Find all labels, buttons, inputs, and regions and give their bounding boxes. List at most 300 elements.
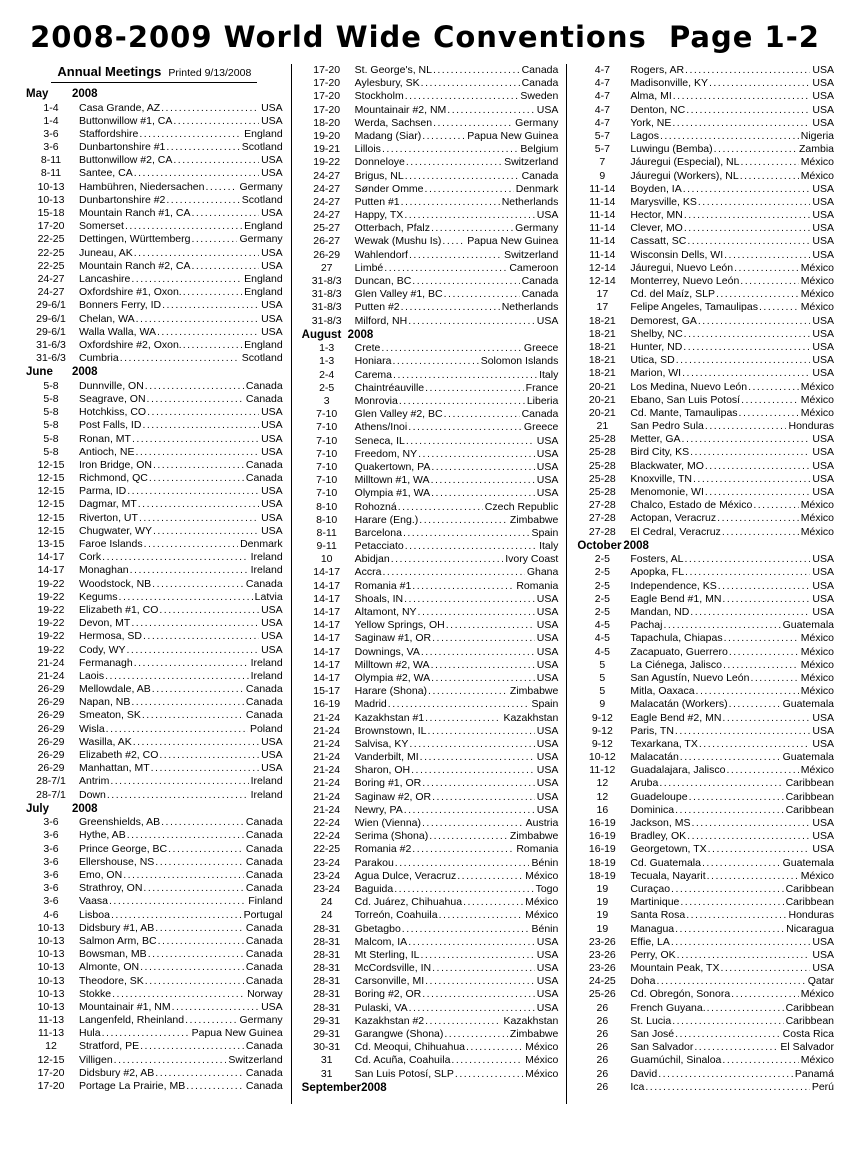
country-name: Caribbean [785, 882, 835, 895]
dot-leader [738, 407, 799, 420]
convention-row [577, 1081, 834, 1094]
date-range: 3-6 [43, 855, 59, 868]
country-name: Sweden [520, 90, 559, 103]
date-range: 10-13 [37, 921, 65, 934]
country-name: México [525, 1041, 559, 1054]
date-range: 30-31 [313, 1041, 341, 1054]
dot-leader [701, 857, 781, 870]
place-name: Blackwater, MO [630, 459, 704, 472]
country-name: Latvia [254, 590, 283, 603]
country-name: Liberia [526, 395, 559, 407]
place-name: Buttonwillow #1, CA [79, 114, 173, 127]
convention-row [577, 777, 834, 790]
dot-leader [130, 696, 244, 709]
country-name: Ivory Coast [505, 553, 559, 566]
place-name: Malacatán [630, 751, 679, 764]
date-range: 19 [596, 896, 609, 909]
convention-row [577, 394, 834, 407]
place-name: Carema [354, 368, 393, 381]
convention-row [302, 130, 559, 143]
dot-leader [400, 301, 500, 314]
place-name: Mandan, ND [630, 606, 690, 618]
country-name: Qatar [807, 975, 835, 988]
date-range: 4-7 [594, 90, 610, 103]
place-name: Post Falls, ID [79, 419, 142, 432]
place-name: St. Lucia [630, 1014, 672, 1027]
country-name: Guatemala [782, 751, 835, 764]
convention-row [577, 117, 834, 130]
country-name: USA [261, 325, 283, 338]
country-name: Canada [245, 869, 283, 881]
country-name: USA [812, 962, 835, 975]
country-name: USA [536, 592, 559, 605]
date-range: 3-6 [43, 895, 59, 908]
convention-row [302, 751, 559, 764]
country-name: Canada [245, 974, 283, 987]
country-name: Caribbean [785, 1001, 835, 1014]
date-range: 26 [596, 1041, 609, 1054]
country-name: México [800, 169, 835, 182]
date-range: 23-24 [313, 856, 341, 869]
place-name: Emo, ON [79, 869, 123, 881]
country-name: England [244, 220, 283, 233]
month-year: 2008 [361, 1081, 387, 1094]
dot-leader [122, 869, 244, 882]
place-name: Guadeloupe [630, 790, 688, 803]
place-name: Almonte, ON [79, 961, 140, 974]
country-name: USA [812, 248, 835, 261]
country-name: Canada [521, 77, 559, 90]
place-name: Chalco, Estado de México [630, 499, 753, 512]
date-range: 1-4 [43, 114, 59, 127]
convention-row [577, 949, 834, 962]
date-range: 12-15 [37, 472, 65, 485]
dot-leader [426, 725, 534, 738]
dot-leader [383, 262, 507, 275]
country-name: USA [812, 948, 835, 961]
date-range: 2-5 [594, 553, 610, 566]
dot-leader [405, 435, 535, 448]
dot-leader [139, 1040, 244, 1053]
country-name: USA [812, 446, 835, 459]
country-name: USA [261, 511, 283, 524]
convention-row [302, 566, 559, 579]
country-name: USA [261, 524, 283, 537]
date-range: 15-17 [313, 685, 341, 698]
place-name: Accra [354, 566, 382, 579]
place-name: Dominica [630, 803, 675, 816]
dot-leader [130, 273, 242, 286]
place-name: Oxfordshire #1, Oxon. [79, 286, 182, 299]
convention-row [26, 352, 283, 365]
convention-row [577, 143, 834, 156]
date-range: 24-27 [313, 195, 341, 208]
dot-leader [109, 775, 248, 788]
dot-leader [717, 580, 811, 593]
convention-row [302, 90, 559, 103]
country-name: Germany [515, 116, 559, 129]
country-name: Canada [521, 64, 559, 76]
place-name: Staffordshire [79, 127, 139, 140]
month-header [26, 87, 283, 102]
date-range: 11-12 [589, 764, 616, 777]
country-name: México [800, 645, 835, 658]
place-name: Vanderbilt, MI [354, 751, 419, 764]
country-name: Netherlands [501, 195, 559, 208]
dot-leader [124, 220, 242, 233]
date-range: 18-21 [588, 327, 616, 340]
date-range: 28-31 [313, 962, 341, 975]
dot-leader [172, 115, 259, 128]
convention-row [26, 816, 283, 829]
convention-row [577, 90, 834, 103]
place-name: Brigus, NL [354, 169, 404, 182]
convention-row [302, 988, 559, 1001]
dot-leader [165, 194, 239, 207]
place-name: Elizabeth #1, CO [79, 603, 159, 616]
country-name: Italy [539, 368, 559, 381]
place-name: York, NE [630, 116, 672, 129]
convention-row [577, 512, 834, 525]
convention-row [302, 606, 559, 619]
place-name: Antrim [79, 775, 110, 788]
country-name: USA [812, 737, 835, 750]
convention-row [302, 896, 559, 909]
dot-leader [130, 617, 259, 630]
date-range: 28-31 [313, 948, 341, 961]
country-name: Switzerland [504, 156, 559, 169]
convention-row [577, 619, 834, 632]
date-range: 10-13 [37, 934, 65, 947]
country-name: USA [536, 606, 559, 618]
dot-leader [394, 857, 530, 870]
place-name: La Ciénega, Jalisco [630, 658, 722, 671]
date-range: 3-6 [43, 127, 59, 140]
dot-leader [443, 288, 520, 301]
dot-leader [421, 988, 535, 1001]
dot-leader [190, 207, 259, 220]
date-range: 17-20 [37, 1080, 65, 1092]
dot-leader [697, 315, 811, 328]
convention-row [26, 313, 283, 326]
date-range: 16 [596, 803, 609, 816]
dot-leader [441, 235, 465, 248]
date-range: 21-24 [313, 724, 341, 737]
convention-row [577, 1041, 834, 1054]
country-name: USA [536, 751, 559, 764]
date-range: 29-31 [313, 1028, 341, 1040]
date-range: 14-17 [313, 579, 341, 592]
place-name: Abidjan [354, 553, 390, 566]
country-name: México [800, 512, 835, 525]
place-name: Apopka, FL [630, 566, 685, 579]
country-name: Honduras [788, 909, 835, 922]
place-name: Crete [354, 342, 381, 355]
country-name: México [800, 288, 835, 301]
dot-leader [421, 777, 535, 790]
place-name: Tapachula, Chiapas [630, 632, 723, 645]
convention-row [26, 181, 283, 194]
place-name: Hula [79, 1027, 101, 1040]
convention-row [26, 709, 283, 722]
date-range: 8-10 [316, 500, 338, 513]
country-name: USA [261, 498, 283, 511]
place-name: Mountainair #1, NM [79, 1000, 171, 1013]
convention-row [26, 525, 283, 538]
month-name: August [301, 328, 342, 341]
country-name: USA [261, 167, 283, 180]
convention-row [302, 275, 559, 288]
dot-leader [132, 736, 259, 749]
country-name: USA [261, 485, 283, 498]
place-name: Madang (Siar) [354, 129, 422, 142]
date-range: 18-20 [313, 116, 341, 129]
country-name: USA [536, 658, 559, 671]
date-range: 7-10 [316, 487, 338, 500]
month-name: October [577, 539, 622, 552]
dot-leader [704, 420, 787, 433]
country-name: Germany [515, 222, 559, 235]
convention-row [302, 117, 559, 130]
place-name: Demorest, GA [630, 314, 697, 327]
date-range: 2-5 [594, 606, 610, 618]
country-name: Cameroon [509, 261, 559, 274]
place-name: Down [79, 788, 106, 801]
country-name: Solomon Islands [480, 355, 559, 368]
convention-row [302, 435, 559, 448]
place-name: Los Medina, Nuevo León [630, 380, 748, 393]
country-name: Italy [539, 540, 559, 553]
convention-row [302, 830, 559, 843]
place-name: Actopan, Veracruz [630, 512, 717, 525]
dot-leader [693, 1041, 778, 1054]
place-name: Cumbria [79, 352, 119, 365]
place-name: Cd. Juárez, Chihuahua [354, 896, 463, 909]
place-name: Villigen [79, 1053, 113, 1066]
place-name: Saginaw #1, OR [354, 632, 432, 645]
country-name: Canada [245, 816, 283, 829]
place-name: Cd. Acuña, Coahuila [354, 1054, 451, 1067]
place-name: Doha [630, 975, 656, 988]
convention-row [302, 474, 559, 487]
country-name: Switzerland [504, 248, 559, 261]
place-name: Wisla [79, 722, 105, 735]
place-name: Napan, NB [79, 696, 131, 709]
convention-row [302, 501, 559, 514]
place-name: Bonners Ferry, ID [79, 299, 162, 312]
dot-leader [182, 339, 242, 352]
convention-row [26, 273, 283, 286]
place-name: Kegums [79, 590, 118, 603]
dot-leader [138, 128, 242, 141]
convention-row [577, 77, 834, 90]
place-name: Dettingen, Württemberg [79, 233, 191, 246]
country-name: Zambia [799, 143, 835, 156]
country-name: Canada [245, 829, 283, 842]
date-range: 21-24 [313, 711, 341, 724]
country-name: México [800, 499, 835, 512]
convention-row [577, 328, 834, 341]
convention-row [302, 975, 559, 988]
date-range: 9-11 [316, 540, 337, 553]
convention-row [26, 419, 283, 432]
place-name: Garangwe (Shona) [354, 1028, 444, 1040]
dot-leader [171, 1001, 259, 1014]
date-range: 9 [599, 169, 606, 182]
place-name: Greenshields, AB [79, 816, 161, 829]
country-name: USA [812, 327, 835, 340]
country-name: USA [536, 434, 559, 447]
convention-row [302, 64, 559, 77]
date-range: 5 [599, 658, 606, 671]
country-name: USA [812, 711, 835, 724]
country-name: Guatemala [782, 619, 835, 632]
place-name: Salvisa, KY [354, 737, 409, 750]
date-range: 20-21 [588, 393, 616, 406]
convention-row [26, 380, 283, 393]
date-range: 23-26 [588, 935, 616, 948]
date-range: 17 [596, 288, 609, 301]
country-name: Germany [239, 180, 283, 193]
dot-leader [674, 725, 811, 738]
convention-row [577, 738, 834, 751]
date-range: 5 [599, 671, 606, 684]
country-name: USA [812, 486, 835, 498]
place-name: Antioch, NE [79, 445, 135, 458]
convention-row [26, 604, 283, 617]
country-name: USA [536, 103, 559, 116]
place-name: McCordsville, IN [354, 962, 432, 975]
dot-leader [403, 593, 535, 606]
dot-leader [167, 843, 244, 856]
place-name: Harare (Eng.) [354, 513, 419, 526]
date-range: 14-17 [313, 566, 341, 579]
convention-row [26, 749, 283, 762]
dot-leader [403, 804, 535, 817]
convention-row [577, 843, 834, 856]
dot-leader [110, 909, 242, 922]
place-name: Olympia #1, WA [354, 487, 431, 500]
place-name: Torreón, Coahuila [354, 909, 438, 922]
dot-leader [421, 130, 465, 143]
convention-row [26, 247, 283, 260]
place-name: Ellershouse, NS [79, 855, 155, 868]
place-name: Baguida [354, 882, 394, 895]
convention-row [302, 288, 559, 301]
date-range: 9-12 [591, 724, 613, 737]
date-range: 14-17 [313, 645, 341, 658]
country-name: México [525, 1054, 559, 1067]
place-name: Putten #1 [354, 195, 400, 208]
date-range: 1-4 [43, 101, 59, 114]
convention-row [302, 817, 559, 830]
country-name: Denmark [240, 538, 283, 550]
dot-leader [133, 657, 249, 670]
convention-row [26, 446, 283, 459]
date-range: 26-29 [37, 696, 65, 709]
place-name: Saginaw #2, OR [354, 790, 432, 803]
date-range: 16-19 [588, 830, 616, 843]
convention-row [577, 685, 834, 698]
dot-leader [692, 473, 810, 486]
place-name: Eagle Bend #2, MN [630, 711, 722, 724]
convention-row [302, 301, 559, 314]
dot-leader [430, 487, 535, 500]
country-name: Canada [245, 948, 283, 961]
dot-leader [390, 553, 504, 566]
country-name: Canada [521, 275, 559, 287]
convention-row [26, 723, 283, 736]
date-range: 12-15 [37, 524, 65, 537]
dot-leader [706, 870, 799, 883]
date-range: 14-17 [37, 551, 65, 564]
place-name: Mellowdale, AB [79, 683, 151, 696]
convention-row [577, 1015, 834, 1028]
place-name: Putten #2 [354, 301, 400, 314]
date-range: 23-24 [313, 869, 341, 882]
convention-row [577, 275, 834, 288]
dot-leader [681, 367, 810, 380]
dot-leader [671, 1015, 783, 1028]
dot-leader [404, 540, 537, 553]
convention-row [577, 235, 834, 248]
convention-row [302, 183, 559, 196]
place-name: Madrid [354, 698, 387, 711]
convention-row [577, 725, 834, 738]
country-name: USA [812, 222, 835, 235]
dot-leader [101, 1027, 190, 1040]
date-range: 2-5 [594, 592, 610, 605]
convention-row [302, 909, 559, 922]
convention-row [577, 1028, 834, 1041]
convention-row [26, 1014, 283, 1027]
country-name: Guatemala [782, 698, 835, 711]
dot-leader [684, 566, 810, 579]
date-range: 5-8 [43, 379, 59, 392]
place-name: Newry, PA [354, 803, 403, 816]
convention-row [577, 420, 834, 433]
place-name: Laois [79, 669, 105, 682]
place-name: Serima (Shona) [354, 830, 429, 843]
dot-leader [135, 313, 259, 326]
dot-leader [152, 525, 259, 538]
date-range: 24-27 [37, 286, 65, 299]
country-name: Denmark [515, 182, 559, 195]
place-name: Theodore, SK [79, 974, 144, 987]
convention-row [577, 104, 834, 117]
place-name: Monterrey, Nuevo León [630, 275, 740, 287]
country-name: USA [536, 764, 559, 777]
dot-leader [728, 646, 799, 659]
place-name: Harare (Shona) [354, 685, 428, 698]
dot-leader [431, 962, 535, 975]
place-name: Kazakhstan #2 [354, 1014, 425, 1027]
country-name: Greece [523, 342, 559, 355]
date-range: 18-19 [588, 856, 616, 869]
convention-row [302, 170, 559, 183]
country-name: USA [812, 209, 835, 222]
country-name: Canada [245, 472, 283, 485]
dot-leader [113, 1054, 227, 1067]
country-name: Canada [245, 855, 283, 868]
date-range: 11-14 [589, 209, 616, 222]
place-name: Malcom, IA [354, 935, 408, 948]
place-name: Smeaton, SK [79, 709, 141, 722]
date-range: 23-24 [313, 882, 341, 895]
convention-row [26, 617, 283, 630]
country-name: Norway [247, 987, 283, 1000]
dot-leader [685, 909, 786, 922]
